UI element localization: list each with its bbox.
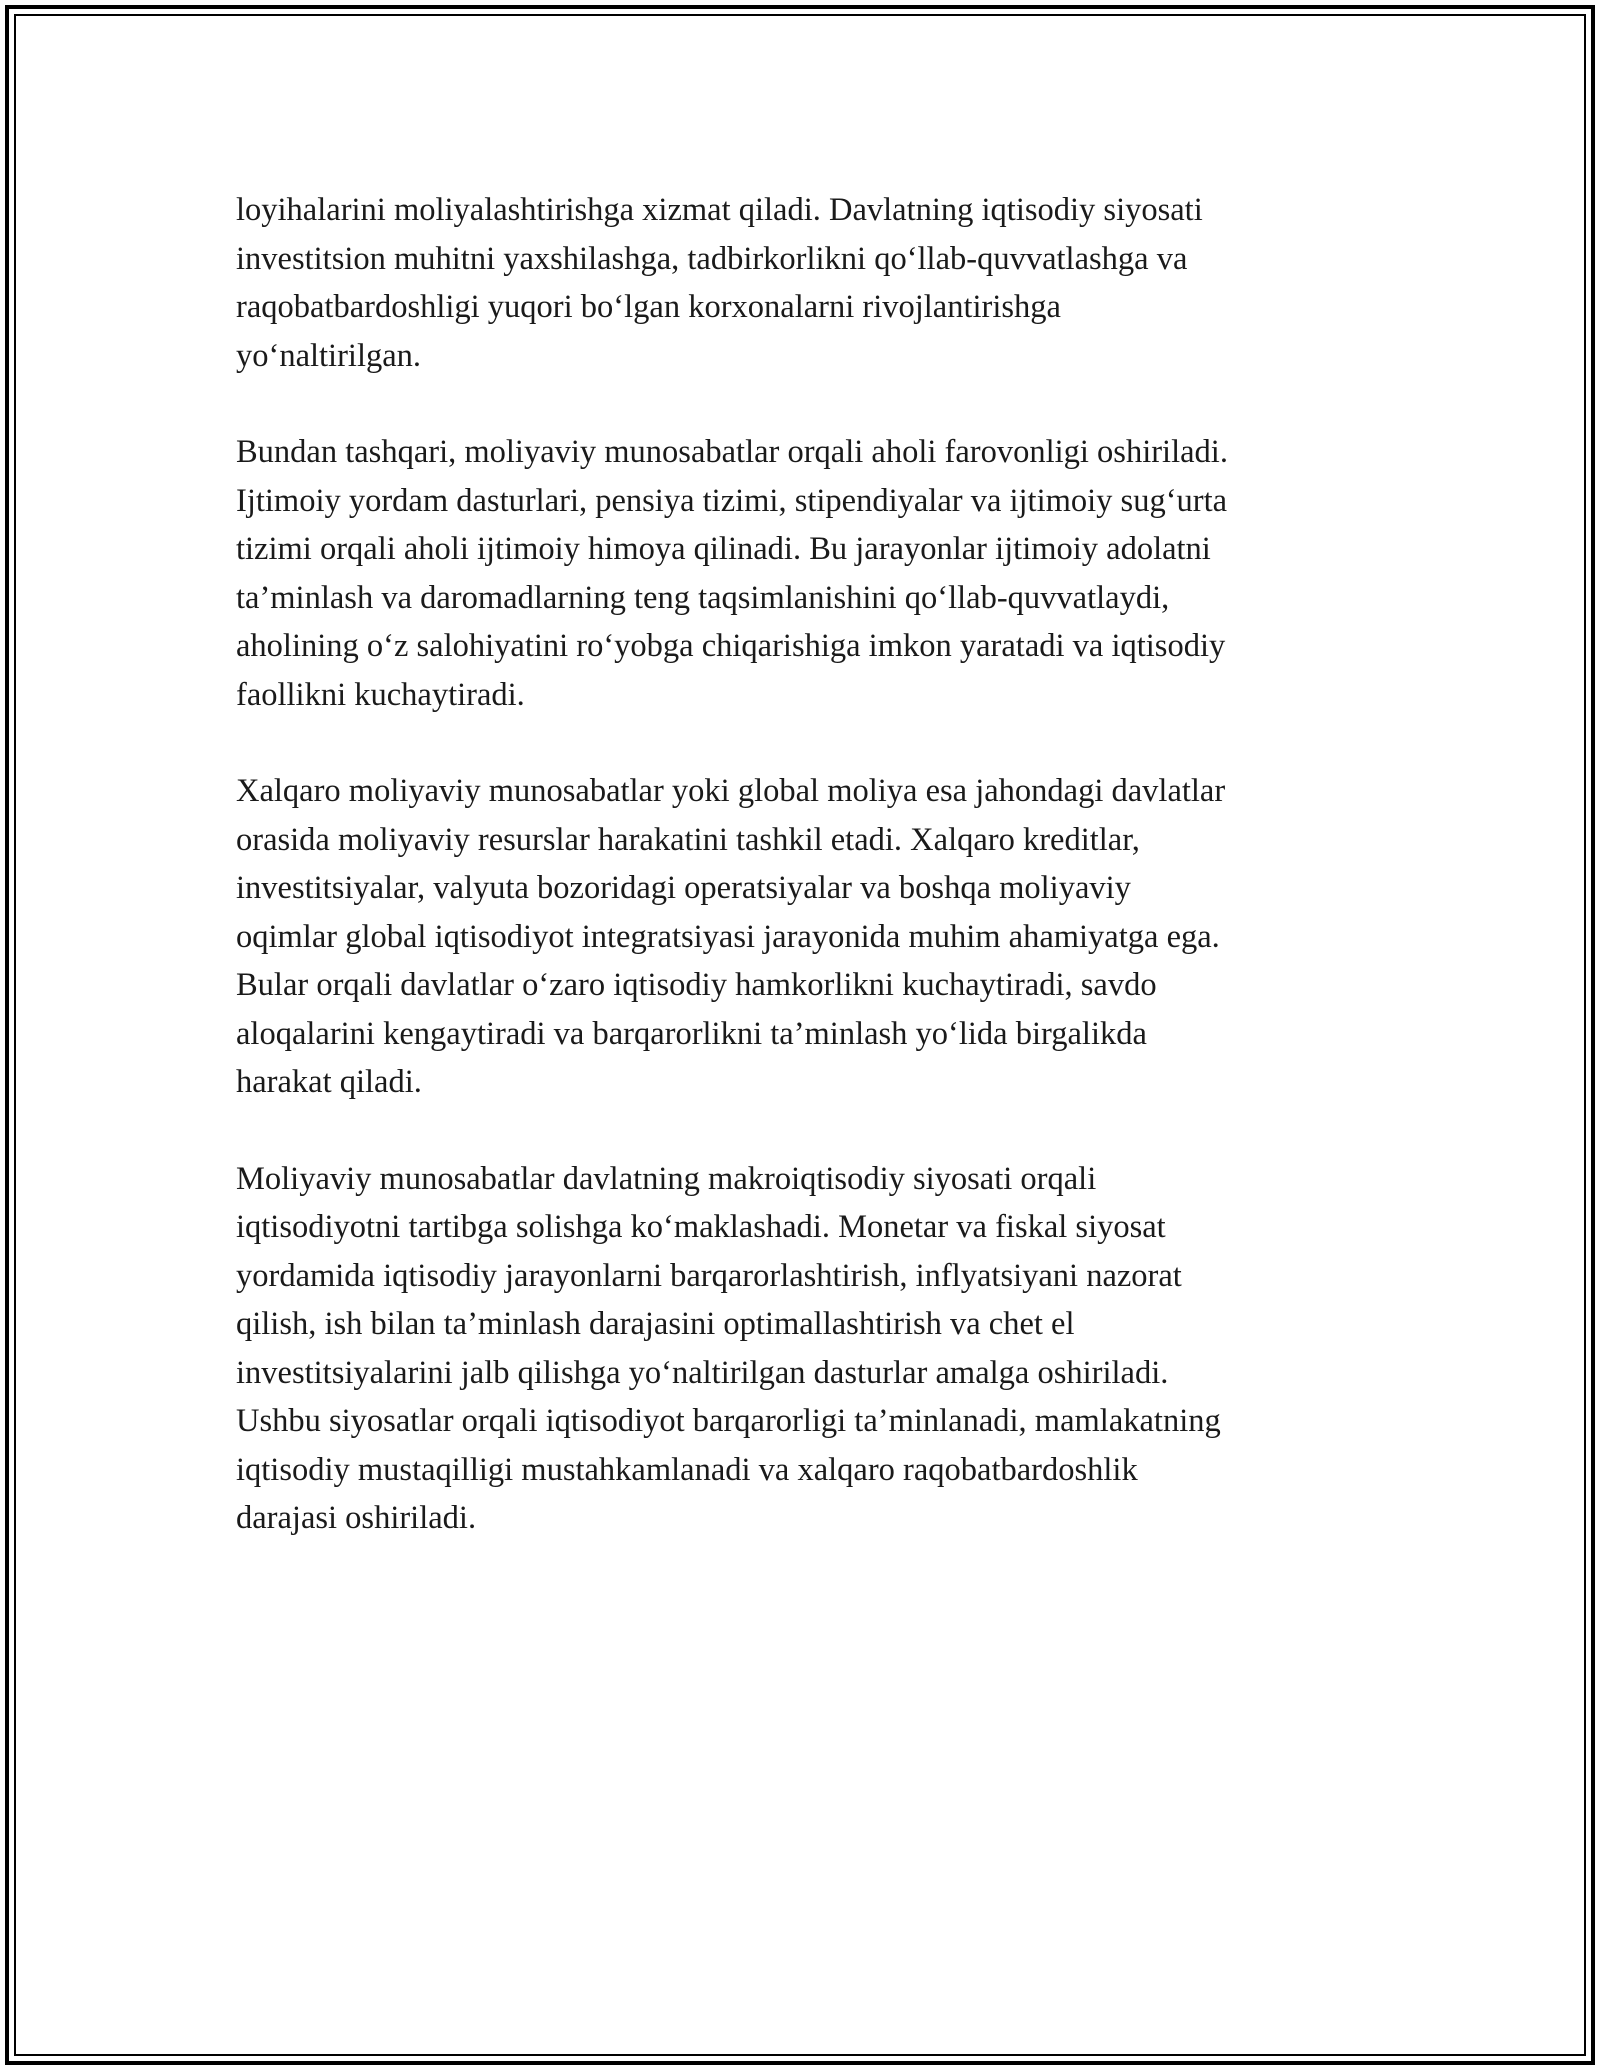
text-line: Xalqaro moliyaviy munosabatlar yoki global moliya esa jahondagi davlatlar [236, 773, 1226, 809]
text-line: darajasi oshiriladi. [236, 1500, 477, 1536]
paragraph-3 [236, 767, 1366, 1107]
text-line: raqobatbardoshligi yuqori bo‘lgan korxonalarni rivojlantirishga [236, 289, 1061, 325]
text-line: Ushbu siyosatlar orqali iqtisodiyot barqarorligi ta’minlanadi, mamlakatning [236, 1403, 1221, 1439]
text-line: ta’minlash va daromadlarning teng taqsimlanishini qo‘llab-quvvatlaydi, [236, 579, 1170, 616]
text-line: investitsion muhitni yaxshilashga, tadbirkorlikni qo‘llab-quvvatlashga va [236, 240, 1188, 277]
text-line: iqtisodiyotni tartibga solishga ko‘maklashadi. Monetar va fiskal siyosat [236, 1209, 1166, 1245]
text-line: orasida moliyaviy resurslar harakatini tashkil etadi. Xalqaro kreditlar, [236, 821, 1140, 858]
text-line: yordamida iqtisodiy jarayonlarni barqarorlashtirish, inflyatsiyani nazorat [236, 1257, 1182, 1294]
text-line: oqimlar global iqtisodiyot integratsiyasi jarayonida muhim ahamiyatga ega. [236, 918, 1220, 955]
text-line: aholining o‘z salohiyatini ro‘yobga chiqarishiga imkon yaratadi va iqtisodiy [236, 628, 1226, 664]
text-line: Moliyaviy munosabatlar davlatning makroiqtisodiy siyosati orqali [236, 1160, 1097, 1197]
paragraph-1 [236, 186, 1366, 380]
text-line: yo‘naltirilgan. [236, 337, 422, 374]
paragraph-2 [236, 428, 1366, 719]
text-line: Bundan tashqari, moliyaviy munosabatlar orqali aholi farovonligi oshiriladi. [236, 434, 1228, 470]
text-line: tizimi orqali aholi ijtimoiy himoya qilinadi. Bu jarayonlar ijtimoiy adolatni [236, 531, 1211, 567]
text-line: aloqalarini kengaytiradi va barqarorlikni ta’minlash yo‘lida birgalikda [236, 1015, 1147, 1052]
text-line: Bular orqali davlatlar o‘zaro iqtisodiy hamkorlikni kuchaytiradi, savdo [236, 967, 1157, 1003]
text-line: Ijtimoiy yordam dasturlari, pensiya tizimi, stipendiyalar va ijtimoiy sug‘urta [236, 482, 1228, 519]
text-line: iqtisodiy mustaqilligi mustahkamlanadi va xalqaro raqobatbardoshlik [236, 1451, 1138, 1488]
text-line: faollikni kuchaytiradi. [236, 676, 525, 713]
text-line: harakat qiladi. [236, 1064, 422, 1100]
paragraph-4 [236, 1155, 1366, 1543]
document-body [236, 186, 1366, 1591]
text-line: loyihalarini moliyalashtirishga xizmat qiladi. Davlatning iqtisodiy siyosati [236, 192, 1203, 228]
text-line: qilish, ish bilan ta’minlash darajasini optimallashtirish va chet el [236, 1306, 1075, 1342]
text-line: investitsiyalarini jalb qilishga yo‘naltirilgan dasturlar amalga oshiriladi. [236, 1354, 1169, 1391]
text-line: investitsiyalar, valyuta bozoridagi operatsiyalar va boshqa moliyaviy [236, 870, 1131, 906]
